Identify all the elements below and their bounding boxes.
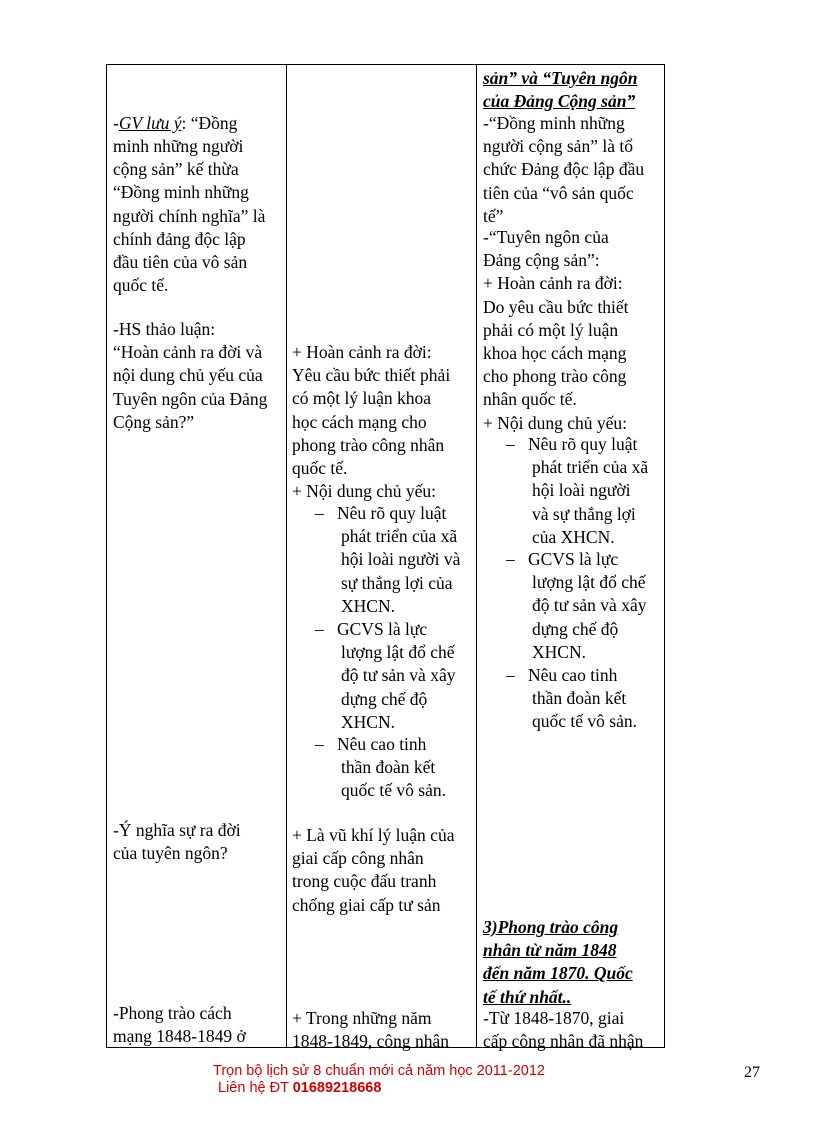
bullet-dash: –: [315, 619, 324, 639]
gv-note-line: minh những người: [113, 136, 244, 156]
significance-question-line: của tuyên ngôn?: [113, 843, 228, 864]
bullet-dash: –: [315, 503, 324, 523]
manifesto-line: khoa học cách mạng: [483, 343, 627, 363]
revolution-movement-line: -Phong trào cách: [113, 1003, 232, 1023]
content-bullet-2: lượng lật đổ chế: [341, 642, 455, 663]
summary-bullet-3: quốc tế vô sản.: [532, 711, 637, 732]
significance-line: chống giai cấp tư sản: [292, 894, 441, 915]
communist-league-line: tiên của “vô sản quốc: [483, 182, 634, 203]
manifesto-line: phải có một lý luận: [483, 319, 619, 340]
circumstance-line: Yêu cầu bức thiết phải: [292, 365, 451, 386]
section-3-line: cấp công nhân đã nhận: [483, 1031, 644, 1052]
content-bullet-2: dựng chế độ: [341, 688, 428, 709]
manifesto-line: nhân quốc tế.: [483, 389, 577, 410]
significance-question-line: -Ý nghĩa sự ra đời: [113, 820, 241, 840]
content-bullet-1: phát triển của xã: [341, 526, 458, 547]
summary-bullet-2: lượng lật đổ chế: [532, 572, 646, 593]
bullet-dash: –: [506, 665, 515, 685]
circumstance-line: có một lý luận khoa: [292, 388, 432, 409]
significance-line: + Là vũ khí lý luận của: [292, 825, 455, 845]
section-3-heading: 3)Phong trào công: [483, 917, 619, 937]
summary-bullet-3: thần đoàn kết: [532, 688, 627, 709]
summary-bullet-1: phát triển của xã: [532, 457, 649, 478]
circumstance-line: phong trào công nhân: [292, 434, 445, 455]
gv-note-line: chính đảng độc lập: [113, 228, 246, 249]
footer-contact-label: Liên hệ ĐT: [218, 1080, 293, 1096]
content-bullet-2: XHCN.: [341, 711, 395, 732]
manifesto-line: + Nội dung chủ yếu:: [483, 412, 628, 433]
hs-discussion-line: nội dung chủ yếu của: [113, 365, 263, 386]
bullet-dash: –: [315, 734, 324, 754]
column-divider: [476, 65, 477, 1047]
gv-note-line: cộng sản” kế thừa: [113, 159, 239, 180]
circumstance-line: + Hoàn cảnh ra đời:: [292, 342, 432, 362]
hs-discussion-line: Tuyên ngôn của Đảng: [113, 388, 268, 409]
section-3-heading: tế thứ nhất..: [483, 986, 572, 1007]
section-3-heading: nhân từ năm 1848: [483, 940, 617, 961]
content-bullet-3: thần đoàn kết: [341, 757, 436, 778]
content-bullet-3: quốc tế vô sản.: [341, 780, 446, 801]
content-bullet-1: – Nêu rõ quy luật: [315, 502, 446, 525]
section-3-line: -Từ 1848-1870, giai: [483, 1008, 625, 1028]
summary-bullet-1: hội loài người: [532, 480, 631, 501]
hs-discussion-line: Cộng sản?”: [113, 411, 195, 432]
content-bullet-1: sự thắng lợi của: [341, 572, 453, 593]
hs-discussion-line: “Hoàn cảnh ra đời và: [113, 342, 263, 363]
circumstance-line: + Nội dung chủ yếu:: [292, 481, 437, 502]
page-number: 27: [744, 1064, 760, 1081]
footer-line-1: Trọn bộ lịch sử 8 chuẩn mới cả năm học 2011-2012: [213, 1063, 545, 1079]
section-3-heading: đến năm 1870. Quốc: [483, 963, 633, 984]
footer-phone: 01689218668: [292, 1080, 382, 1096]
bullet-dash: –: [506, 434, 515, 454]
significance-line: giai cấp công nhân: [292, 848, 424, 869]
bullet-dash: –: [506, 549, 515, 569]
section-heading-continued: sản” và “Tuyên ngôn: [483, 68, 638, 88]
gv-note-heading: -GV lưu ý: “Đồng: [113, 113, 238, 133]
hs-discussion-line: -HS thảo luận:: [113, 319, 216, 339]
circumstance-line: quốc tế.: [292, 458, 348, 478]
manifesto-line: + Hoàn cảnh ra đời:: [483, 273, 623, 294]
revolution-answer-line: + Trong những năm: [292, 1008, 432, 1028]
communist-league-line: -“Đồng minh những: [483, 113, 625, 133]
manifesto-line: cho phong trào công: [483, 366, 627, 387]
communist-league-line: người cộng sản” là tổ: [483, 136, 633, 157]
manifesto-line: Do yêu cầu bức thiết: [483, 296, 629, 317]
content-bullet-1: XHCN.: [341, 595, 395, 616]
gv-label: GV lưu ý: [118, 113, 182, 133]
column-divider: [286, 65, 287, 1047]
revolution-answer-line: 1848-1849, công nhân: [292, 1031, 449, 1052]
summary-bullet-3: – Nêu cao tinh: [506, 664, 617, 687]
communist-league-line: chức Đảng độc lập đầu: [483, 159, 645, 180]
summary-bullet-2: – GCVS là lực: [506, 548, 618, 571]
footer: [213, 1063, 545, 1097]
summary-bullet-1: và sự thắng lợi: [532, 503, 636, 524]
content-bullet-3: – Nêu cao tinh: [315, 733, 426, 756]
gv-note-line: quốc tế.: [113, 275, 169, 296]
footer-line-2: [213, 1080, 545, 1097]
summary-bullet-2: độ tư sản và xây: [532, 595, 647, 616]
circumstance-line: học cách mạng cho: [292, 411, 427, 432]
content-bullet-1: hội loài người và: [341, 549, 461, 570]
content-bullet-2: – GCVS là lực: [315, 618, 427, 641]
summary-bullet-2: XHCN.: [532, 641, 586, 662]
manifesto-line: Đảng cộng sản”:: [483, 250, 600, 271]
revolution-movement-line: mạng 1848-1849 ở: [113, 1026, 246, 1047]
section-heading-continued: của Đảng Cộng sản”: [483, 91, 636, 112]
communist-league-line: tế”: [483, 205, 504, 226]
gv-note-line: “Đồng minh những: [113, 182, 249, 203]
gv-note-line: người chính nghĩa” là: [113, 205, 266, 226]
content-bullet-2: độ tư sản và xây: [341, 665, 456, 686]
significance-line: trong cuộc đấu tranh: [292, 871, 437, 892]
manifesto-line: -“Tuyên ngôn của: [483, 227, 609, 247]
summary-bullet-1: của XHCN.: [532, 526, 615, 547]
gv-note-line: đầu tiên của vô sản: [113, 252, 248, 272]
summary-bullet-1: – Nêu rõ quy luật: [506, 433, 637, 456]
summary-bullet-2: dựng chế độ: [532, 618, 619, 639]
